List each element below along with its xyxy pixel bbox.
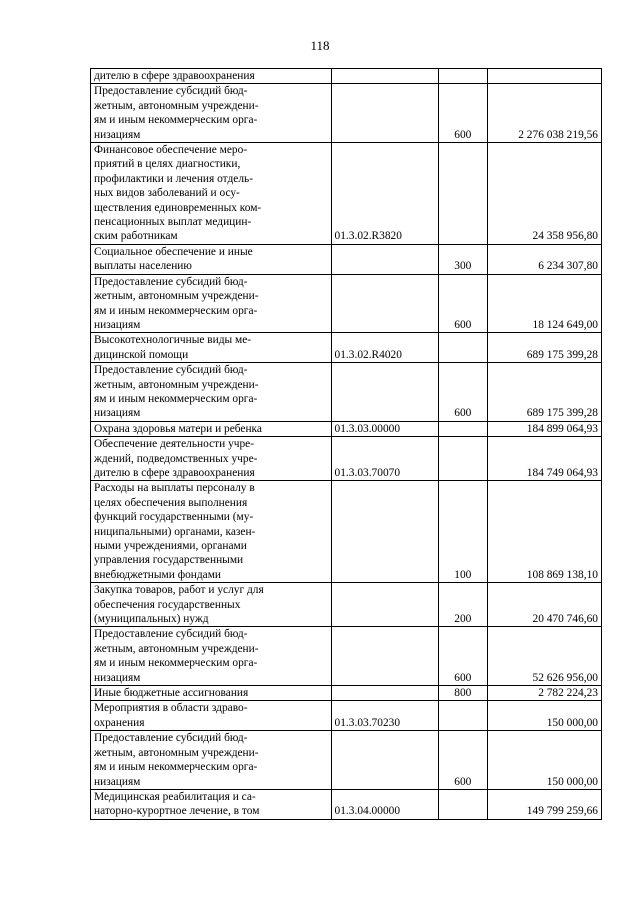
row-name-line: Медицинская реабилитация и са- [94, 790, 256, 803]
target-article-code-cell [331, 363, 438, 422]
table-row [91, 333, 602, 363]
table-row [91, 583, 602, 627]
row-name-line: низациям [94, 671, 141, 684]
target-article-code-cell: 01.3.02.R4020 [331, 333, 438, 363]
row-name-cell [91, 686, 332, 701]
row-name-cell [91, 333, 332, 363]
row-name-line: управления государственными [94, 554, 244, 567]
row-name-cell [91, 274, 332, 333]
amount-cell: 689 175 399,28 [488, 363, 602, 422]
row-name-line: жетным, автономным учреждени- [94, 378, 259, 391]
target-article-code-cell [331, 84, 438, 143]
row-name-line: пенсационных выплат медицин- [94, 216, 252, 229]
target-article-code-cell [331, 627, 438, 686]
row-name-line: Финансовое обеспечение меро- [94, 144, 248, 157]
row-name-cell [91, 84, 332, 143]
table-row [91, 143, 602, 245]
target-article-code-cell [331, 686, 438, 701]
row-name-cell [91, 583, 332, 627]
row-name-line: ям и иным некоммерческим орга- [94, 114, 258, 127]
amount-cell: 689 175 399,28 [488, 333, 602, 363]
target-article-code-cell: 01.3.02.R3820 [331, 143, 438, 245]
row-name-line: Обеспечение деятельности учре- [94, 438, 255, 451]
amount-cell: 6 234 307,80 [488, 244, 602, 274]
table-row [91, 244, 602, 274]
table-row [91, 363, 602, 422]
row-name-line: Социальное обеспечение и иные [94, 245, 253, 258]
amount-cell: 18 124 649,00 [488, 274, 602, 333]
row-name-cell [91, 421, 332, 436]
amount-cell: 184 749 064,93 [488, 437, 602, 481]
row-name-line: ским работникам [94, 230, 178, 243]
table-row [91, 789, 602, 819]
expense-type-cell: 600 [438, 363, 487, 422]
row-name-line: выплаты населению [94, 260, 192, 273]
table-row [91, 274, 602, 333]
table-row [91, 481, 602, 583]
expense-type-cell: 600 [438, 274, 487, 333]
expense-type-cell: 600 [438, 731, 487, 790]
row-name-line: Предоставление субсидий бюд- [94, 628, 248, 641]
row-name-line: обеспечения государственных [94, 598, 241, 611]
row-name-cell [91, 363, 332, 422]
expense-type-cell [438, 421, 487, 436]
row-name-line: ществления единовременных ком- [94, 201, 262, 214]
target-article-code-cell: 01.3.03.70070 [331, 437, 438, 481]
row-name-line: ждений, подведомственных учре- [94, 452, 258, 465]
row-name-line: ям и иным некоммерческим орга- [94, 761, 258, 774]
row-name-cell [91, 244, 332, 274]
amount-cell: 52 626 956,00 [488, 627, 602, 686]
row-name-cell [91, 69, 332, 84]
target-article-code-cell: 01.3.04.00000 [331, 789, 438, 819]
amount-cell: 150 000,00 [488, 701, 602, 731]
target-article-code-cell [331, 583, 438, 627]
row-name-line: ными учреждениями, органами [94, 540, 247, 552]
amount-cell: 184 899 064,93 [488, 421, 602, 436]
expense-type-cell: 100 [438, 481, 487, 583]
row-name-line: Иные бюджетные ассигнования [94, 687, 249, 700]
row-name-line: Предоставление субсидий бюд- [94, 364, 248, 377]
row-name-line: жетным, автономным учреждени- [94, 99, 259, 112]
row-name-line: низациям [94, 318, 141, 331]
table-row [91, 437, 602, 481]
row-name-line: низациям [94, 775, 141, 788]
row-name-cell [91, 143, 332, 245]
row-name-line: Охрана здоровья матери и ребенка [94, 422, 262, 435]
amount-cell: 149 799 259,66 [488, 789, 602, 819]
row-name-cell [91, 701, 332, 731]
budget-table [90, 68, 602, 820]
row-name-line: Расходы на выплаты персоналу в [94, 482, 255, 495]
row-name-line: ниципальными) органами, казен- [94, 525, 256, 538]
amount-cell [488, 69, 602, 84]
row-name-line: дителю в сфере здравоохранения [94, 466, 255, 479]
row-name-line: дицинской помощи [94, 348, 189, 361]
row-name-line: низациям [94, 128, 141, 141]
table-row [91, 84, 602, 143]
expense-type-cell: 300 [438, 244, 487, 274]
table-row [91, 421, 602, 436]
row-name-line: Высокотехнологичные виды ме- [94, 334, 252, 347]
table-row [91, 69, 602, 84]
row-name-line: Предоставление субсидий бюд- [94, 85, 248, 98]
table-row [91, 686, 602, 701]
table-row [91, 627, 602, 686]
row-name-line: ных видов заболеваний и осу- [94, 187, 240, 200]
target-article-code-cell [331, 481, 438, 583]
page-number: 118 [310, 38, 330, 53]
row-name-line: внебюджетными фондами [94, 568, 222, 581]
amount-cell: 24 358 956,80 [488, 143, 602, 245]
row-name-line: наторно-курортное лечение, в том [94, 805, 260, 818]
table-row [91, 701, 602, 731]
row-name-line: низациям [94, 407, 141, 420]
row-name-line: ям и иным некоммерческим орга- [94, 392, 258, 405]
row-name-line: (муниципальных) нужд [94, 613, 209, 626]
amount-cell: 150 000,00 [488, 731, 602, 790]
amount-cell: 108 869 138,10 [488, 481, 602, 583]
target-article-code-cell [331, 69, 438, 84]
target-article-code-cell [331, 731, 438, 790]
row-name-line: ям и иным некоммерческим орга- [94, 304, 258, 317]
target-article-code-cell [331, 274, 438, 333]
expense-type-cell: 800 [438, 686, 487, 701]
row-name-line: функций государственными (му- [94, 511, 254, 524]
expense-type-cell: 600 [438, 627, 487, 686]
row-name-line: целях обеспечения выполнения [94, 496, 248, 509]
expense-type-cell [438, 701, 487, 731]
expense-type-cell: 200 [438, 583, 487, 627]
row-name-cell [91, 627, 332, 686]
row-name-line: Закупка товаров, работ и услуг для [94, 584, 264, 597]
target-article-code-cell: 01.3.03.00000 [331, 421, 438, 436]
row-name-line: дителю в сфере здравоохранения [94, 70, 255, 82]
target-article-code-cell: 01.3.03.70230 [331, 701, 438, 731]
row-name-cell [91, 437, 332, 481]
row-name-line: профилактики и лечения отдель- [94, 172, 253, 185]
row-name-line: ям и иным некоммерческим орга- [94, 657, 258, 670]
expense-type-cell [438, 143, 487, 245]
expense-type-cell [438, 333, 487, 363]
amount-cell: 20 470 746,60 [488, 583, 602, 627]
expense-type-cell [438, 69, 487, 84]
row-name-line: жетным, автономным учреждени- [94, 746, 259, 759]
target-article-code-cell [331, 244, 438, 274]
row-name-line: Предоставление субсидий бюд- [94, 732, 248, 745]
row-name-line: жетным, автономным учреждени- [94, 290, 259, 303]
expense-type-cell [438, 789, 487, 819]
expense-type-cell [438, 437, 487, 481]
budget-table-body [91, 69, 602, 820]
row-name-cell [91, 481, 332, 583]
row-name-line: приятий в целях диагностики, [94, 158, 241, 171]
row-name-line: Предоставление субсидий бюд- [94, 275, 248, 288]
expense-type-cell: 600 [438, 84, 487, 143]
row-name-cell [91, 789, 332, 819]
table-row [91, 731, 602, 790]
amount-cell: 2 276 038 219,56 [488, 84, 602, 143]
row-name-line: Мероприятия в области здраво- [94, 702, 248, 715]
row-name-line: охранения [94, 716, 145, 729]
amount-cell: 2 782 224,23 [488, 686, 602, 701]
row-name-cell [91, 731, 332, 790]
row-name-line: жетным, автономным учреждени- [94, 642, 259, 655]
